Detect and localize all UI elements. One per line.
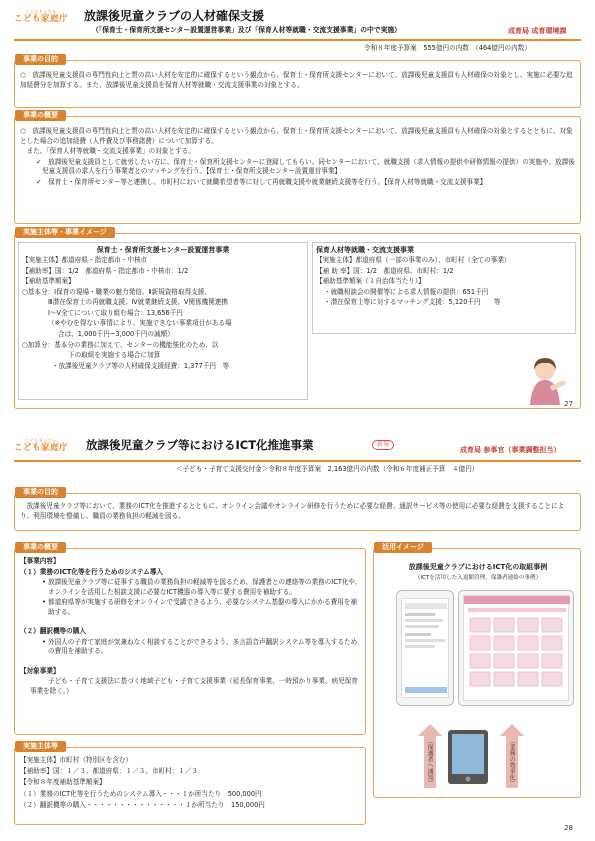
efficiency-arrow-icon bbox=[500, 724, 524, 736]
center-program-line: 【実施主体】都道府県・指定都市・中核市 bbox=[22, 256, 148, 265]
efficiency-text: （業務の効率化） bbox=[508, 738, 516, 786]
employment-program-title: 保育人材等就職・交流支援事業 bbox=[316, 246, 414, 254]
center-program-line: 【補助率】国：1/2 都道府県・指定都市・中核市：1/2 bbox=[22, 266, 189, 275]
target-text: 子ども・子育て支援法に基づく地域子ども・子育て支援事業（延長保育事業、一時預かり事業、病児保育事業を除く。） bbox=[30, 677, 358, 696]
usage-subtitle: （ICTを活用した入退館管理、保護者連絡の事例） bbox=[414, 575, 542, 581]
center-program-line: （※やむを得ない事情により、実施できない事業項目がある場 bbox=[48, 319, 232, 328]
implementation-line: 【令和８年度補助基準額案】 bbox=[20, 778, 106, 787]
overview-text bbox=[20, 127, 576, 188]
employment-program-line: ・就職相談会の開催等による求人情報の提供：651千円 bbox=[324, 287, 489, 296]
title-divider bbox=[14, 460, 581, 462]
logo-main-text: こども家庭庁 bbox=[14, 443, 69, 454]
center-program-line: ・放課後児童クラブ等の人材確保支援経費：1,377千円 等 bbox=[52, 361, 230, 370]
implementation-line: （１）業務のICT化等を行うためのシステム導入・・・１か所当たり 500,000円 bbox=[20, 789, 262, 798]
employment-program-line: 【補助基準額案（１自治体当たり）】 bbox=[316, 277, 425, 286]
page-number: 28 bbox=[564, 824, 573, 832]
item1-bullet: • 都道府県等が実施する研修をオンラインで受講できるよう、必要なシステム基盤の導入にかかる費用を補助する。 bbox=[42, 598, 358, 616]
department-label: 成育局 参事官（事業調整担当） bbox=[460, 446, 561, 454]
item2-title: （２）翻訳機等の購入 bbox=[20, 627, 86, 636]
kodomo-logo bbox=[14, 9, 68, 26]
attendance-terminal-image bbox=[446, 728, 490, 786]
notify-parents-text: （保護者へ通知） bbox=[426, 738, 434, 786]
attendance-grid-icon bbox=[464, 596, 570, 702]
item1-title: （１）業務のICT化等を行うためのシステム導入 bbox=[20, 567, 164, 576]
center-program-line: ○基本分：Ⅰ保育の現場・職業の魅力発信、Ⅱ新規資格取得支援、 bbox=[22, 287, 211, 296]
department-label: 成育局 成育環境課 bbox=[508, 27, 567, 35]
employment-program-line: 【実施主体】都道府県（一部の事業のみ）、市町村（全ての事業） bbox=[316, 256, 511, 265]
logo-sub-text: こどもまんなか bbox=[25, 438, 57, 443]
kodomo-logo bbox=[14, 438, 68, 455]
overview-label: 事業の概要 bbox=[15, 542, 66, 553]
notify-arrow-icon bbox=[418, 724, 442, 736]
center-program-line: ○加算分：基本分の業務に加えて、センターの機能強化のため、以 bbox=[22, 340, 219, 349]
logo-main-text: こども家庭庁 bbox=[14, 14, 69, 25]
smartphone-screen bbox=[401, 598, 449, 698]
implementation-line: （２）翻訳機等の購入・・・・・・・・・・・・・・・１か所当たり 150,000円 bbox=[20, 800, 265, 809]
center-program-line: Ⅰ～Ⅴ全てについて取り組む場合：13,656千円 bbox=[48, 308, 183, 317]
overview-line: また、「保育人材等就職・交流支援事業」の対象とする。 bbox=[20, 147, 195, 156]
screen-content-icon bbox=[402, 599, 450, 699]
page-title: 放課後児童クラブ等におけるICT化推進事業 bbox=[86, 438, 314, 452]
overview-check-item: ✓ 保育士・保育所センター等と連携し、市町村において就職希望者等に対して再就職支援や就業継続支援等を行う。【保育人材等就職・交流支援事業】 bbox=[36, 177, 487, 186]
center-program-line: Ⅲ潜在保育士の再就職支援、Ⅳ就業継続支援、Ⅴ関係機関連携 bbox=[48, 298, 228, 307]
usage-label: 活用イメージ bbox=[374, 542, 432, 553]
overview-check-item: ✓ 放課後児童支援員として就労したい方に、保育士・保育所支援センターに登録してもらい、同センターにおいて、就職支援（求人情報の提供や研修情報の提供）の実施や、放課後児童支援員の求人を行う事業者とのマッチングを行う。【保育士・保育所支援センター設置運営事業】 bbox=[36, 157, 575, 176]
budget-text: ＜子ども・子育て支援交付金＞令和８年度予算案 2,163億円の内数（令和６年度補正予算 ４億円） bbox=[176, 465, 479, 473]
implementation-line: 【補助率】国：１／３、都道府県：１／３、市町村：１／３ bbox=[20, 767, 199, 776]
purpose-label: 事業の目的 bbox=[15, 54, 66, 65]
implementation-label: 実施主体等・事業イメージ bbox=[15, 227, 115, 238]
tablet-screen bbox=[463, 595, 569, 701]
new-badge: 新規 bbox=[372, 440, 394, 450]
purpose-label: 事業の目的 bbox=[15, 487, 66, 498]
center-program-line: 下の取組を実施する場合に加算 bbox=[68, 351, 161, 360]
target-label: 【対象事業】 bbox=[20, 666, 60, 675]
employment-program-text bbox=[316, 245, 572, 309]
center-program-title: 保育士・保育所支援センター設置運営事業 bbox=[96, 246, 230, 254]
center-program-text bbox=[22, 245, 304, 372]
page-title: 放課後児童クラブの人材確保支援 bbox=[84, 9, 265, 23]
implementation-line: 【実施主体】市町村（特別区を含む） bbox=[20, 756, 133, 764]
usage-title: 放課後児童クラブにおけるICT化の取組事例 bbox=[408, 563, 548, 571]
staff-illustration bbox=[520, 350, 570, 405]
content-label: 【事業内容】 bbox=[20, 557, 60, 565]
purpose-text: 放課後児童クラブ等において、業務のICT化を推進するとともに、オンライン会議やオンライン研修を行うために必要な経費、通訳サービス等の使用に必要な経費を支援することにより、利用環境を整備し、職員の業務負担の軽減を図る。 bbox=[20, 502, 565, 520]
title-divider bbox=[14, 39, 581, 41]
page-subtitle: （「保育士・保育所支援センター設置運営事業」及び「保育人材等就職・交流支援事業」の中で実施） bbox=[92, 26, 401, 34]
implementation-text bbox=[20, 755, 362, 811]
center-program-line: 【補助基準額案】 bbox=[22, 277, 75, 286]
logo-sub-text: こどもまんなか bbox=[25, 9, 57, 14]
employment-program-line: 【補 助 率】国：1/2 都道府県、市町村：1/2 bbox=[316, 266, 454, 275]
page-number: 27 bbox=[564, 400, 573, 408]
overview-line: ○ 放課後児童支援員の専門性向上と質の高い人材を安定的に確保するという観点から、保育士・保育所支援センターにおいて、放課後児童支援員も人材確保の対象とするとともに、対象とした場合の追加経費（人件費及び事務諸費）について加算する。 bbox=[20, 127, 573, 145]
overview-text bbox=[20, 557, 362, 698]
center-program-line: 合は、1,000千円~3,000千円の減額） bbox=[58, 329, 174, 338]
implementation-label: 実施主体等 bbox=[15, 741, 66, 752]
item1-bullet: • 放課後児童クラブ等に従事する職員の業務負担の軽減等を図るため、保護者との連絡等の業務のICT化や、オンラインを活用した相談支援に必要なICT機器の導入等に要する費用を補助する。 bbox=[42, 578, 362, 596]
budget-text: 令和８年度予算案 555億円の内数 （464億円の内数） bbox=[364, 44, 531, 52]
employment-program-line: ・潜在保育士等に対するマッチング支援：5,120千円 等 bbox=[324, 298, 501, 307]
purpose-text: ○ 放課後児童支援員の専門性向上と質の高い人材を安定的に確保するという観点から、保育士・保育所支援センターにおいて、放課後児童支援員も人材確保の対象とし、実施に必要な追加経費分を加算する。また、放課後児童支援員を保育人材等就職・交流支援事業の対象とする。 bbox=[20, 71, 573, 89]
overview-label: 事業の概要 bbox=[15, 110, 66, 121]
item2-bullet: • 外国人の子育て家庭が気兼ねなく相談することができるよう、多言語音声翻訳システム等を導入するための費用を補助する。 bbox=[42, 637, 358, 656]
